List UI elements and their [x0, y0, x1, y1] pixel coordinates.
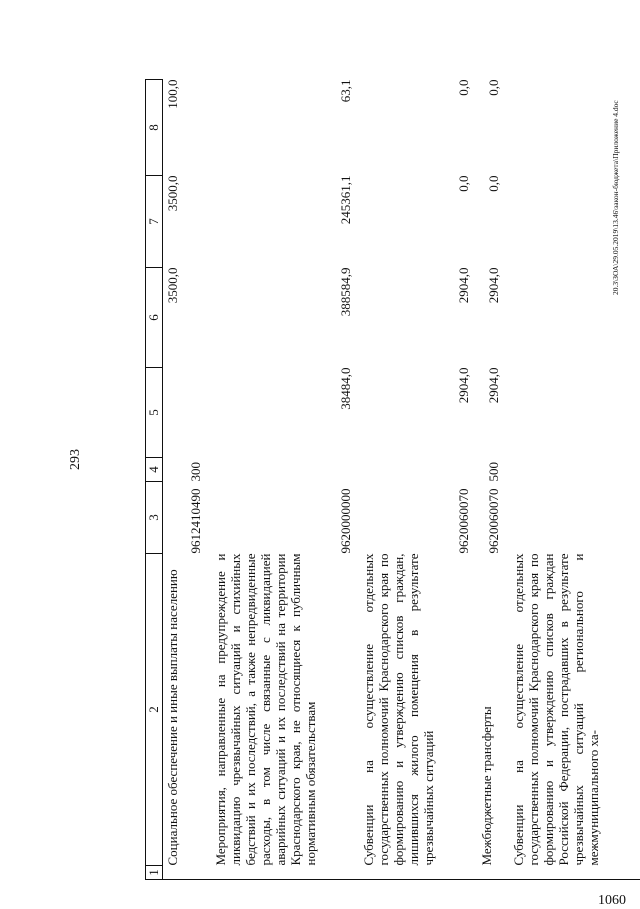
- row-c5: 2904,0: [471, 368, 501, 458]
- row-code: [501, 482, 640, 554]
- row-name: Межбюджетные трансферты: [471, 554, 501, 866]
- header-cell: 8: [146, 80, 163, 176]
- row-vr: 300: [163, 458, 203, 482]
- row-code: 9620060070: [353, 482, 471, 554]
- row-c5: [163, 368, 203, 458]
- row-code: 9612410490: [163, 482, 203, 554]
- row-c8: 100,0: [163, 80, 203, 176]
- row-name: Субвенции на осуществление отдельных государственных полномочий Краснодарского края по формированию и утверждению списков граждан, лишившихся жилого помещения в результате чрезвычайных ситуаций: [353, 554, 471, 866]
- page-number: 293: [68, 449, 84, 470]
- row-vr: [501, 458, 640, 482]
- rotated-page: [105, 40, 625, 880]
- row-c6: 3500,0: [163, 268, 203, 368]
- header-cell: 6: [146, 268, 163, 368]
- row-c7: 0,0: [353, 176, 471, 268]
- row-c5: 2904,0: [353, 368, 471, 458]
- table-header-row: [146, 80, 163, 880]
- row-c5: 38484,0: [203, 368, 353, 458]
- header-cell: 2: [146, 554, 163, 866]
- header-cell: 7: [146, 176, 163, 268]
- row-c7: 0,0: [471, 176, 501, 268]
- row-c8: 63,1: [203, 80, 353, 176]
- row-c8: 0,0: [353, 80, 471, 176]
- table-row: [353, 80, 471, 880]
- row-c6: 388584,9: [203, 268, 353, 368]
- row-vr: 500: [471, 458, 501, 482]
- row-name: Мероприятия, направленные на предупреждение и ликвидацию чрезвычайных ситуаций и стихийных бедствий и их последствий, а также непредвиденные расходы, в том числе связанные с ликвидацией аварийных ситуаций и их последствий на территории Краснодарского края, не относящиеся к публичным нормативным обязательствам: [203, 554, 353, 866]
- page-left-number: 1060: [598, 893, 626, 909]
- footer-path: 20.3\ЗОА\29.05.2019\13.46\закон-бюджета\Приложение 4.doc: [611, 100, 620, 295]
- budget-table: [145, 79, 640, 880]
- header-cell: 5: [146, 368, 163, 458]
- table-row: [163, 80, 203, 880]
- row-code: 9620060070: [471, 482, 501, 554]
- row-c6: 2904,0: [471, 268, 501, 368]
- table-row: [471, 80, 501, 880]
- row-c8: 0,0: [471, 80, 501, 176]
- table-row: [203, 80, 353, 880]
- row-vr: [353, 458, 471, 482]
- row-name: Субвенции на осуществление отдельных государственных полномочий Краснодарского края по формированию и утверждению списков граждан Российской Федерации, пострадавших в результате чрезвычайных ситуаций регионального и межмуниципального ха-: [501, 554, 640, 866]
- row-name: Социальное обеспечение и иные выплаты населению: [163, 554, 203, 866]
- row-code: 9620000000: [203, 482, 353, 554]
- row-vr: [203, 458, 353, 482]
- row-c6: 2904,0: [353, 268, 471, 368]
- row-c5: [501, 368, 640, 458]
- row-c7: 3500,0: [163, 176, 203, 268]
- header-cell: 1: [146, 866, 163, 880]
- row-c7: 245361,1: [203, 176, 353, 268]
- header-cell: 3: [146, 482, 163, 554]
- header-cell: 4: [146, 458, 163, 482]
